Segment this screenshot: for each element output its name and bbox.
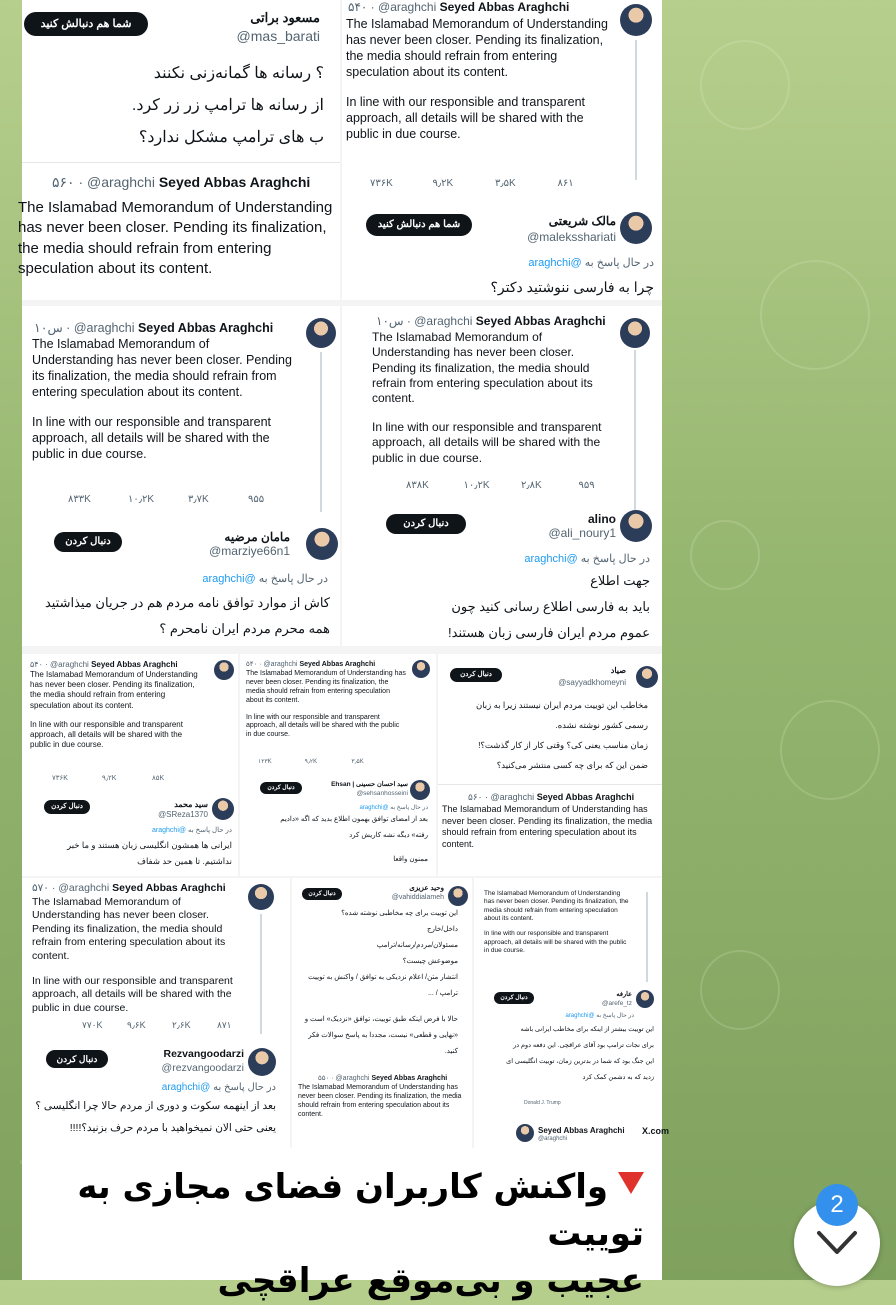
reply-author-handle: @SReza1370 (158, 810, 208, 819)
reply-line: این توییت بیشتر از اینکه برای مخاطب ایرانی باشه (520, 1026, 654, 1033)
views-icon: ۸۳۳K (68, 494, 91, 505)
trump-label: Donald J. Trump (524, 1100, 561, 1106)
red-triangle-icon (618, 1172, 644, 1194)
views-icon: ۷۳۶K (370, 178, 393, 189)
embed-author: Seyed Abbas Araghchi (538, 1126, 625, 1135)
reply-line: مسئولان/مردم/رسانه/ترامپ (376, 942, 458, 949)
follow-button[interactable]: دنبال کردن (450, 668, 502, 682)
reply-author-name: صیاد (610, 666, 626, 675)
reply-author-handle: @sehsanhosseini (356, 790, 408, 797)
reply-author-name: مالک شریعتی (548, 214, 616, 228)
reply-line: همه محرم مردم ایران نامحرم ؟ (159, 621, 330, 636)
avatar (248, 1048, 276, 1076)
replying-to: در حال پاسخ به @araghchi (202, 573, 328, 585)
reply-line: ایرانی ها همشون انگلیسی زبان هستند و ما خبر (67, 840, 232, 850)
reply-author-handle: @maleksshariati (527, 230, 616, 244)
unread-count-badge: 2 (816, 1184, 858, 1226)
follow-button[interactable]: دنبال کردن (494, 992, 534, 1004)
views-icon: ۷۳۶K (52, 775, 68, 782)
reply-line: حالا با فرض اینکه طبق توییت، توافق «نزدیک» است و (304, 1016, 458, 1023)
quoted-tweet-header: ۵۶۰ · @araghchi Seyed Abbas Araghchi (468, 792, 635, 802)
avatar (448, 886, 468, 906)
reply-icon: ۹۵۵ (248, 494, 265, 505)
follow-button[interactable]: دنبال کردن (46, 1050, 108, 1068)
tweet-stats (68, 494, 308, 505)
card-arefe (474, 878, 670, 1148)
heart-icon: ۱۰٫۲K (463, 480, 490, 491)
reply-author-handle: @marziye66n1 (209, 544, 290, 558)
reply-line: برای نجات ترامپ بود آقای عراقچی. این دفعه دوم در (513, 1042, 654, 1049)
reply-line: زمان مناسب یعنی کی؟ وقتی کار از کار گذشت؟! (478, 740, 648, 750)
heart-icon: ۹٫۲K (432, 178, 454, 189)
reply-author-name: وحید عزیزی (409, 885, 444, 892)
card-marziye (22, 306, 340, 646)
reply-line: «نهایی و قطعی» نیست، مجددا به پاسخ سوالات فکر (308, 1032, 458, 1039)
tweet-text: The Islamabad Memorandum of Understanding has never been closer. Pending its finalization, the media should refrain from entering speculation about its content. In line with our responsible and transparent approach, all details will be shared with the public in due course. (346, 17, 608, 141)
quoted-text: The Islamabad Memorandum of Understanding has never been closer. Pending its finalization, the media should refrain from entering speculation about its content. (442, 804, 653, 849)
quoted-tweet-header (52, 174, 310, 191)
tweet-header: ۱۰س · @araghchi Seyed Abbas Araghchi (376, 314, 606, 328)
reply-line: نداشتیم. تا همین حد شفاف (137, 856, 232, 866)
follow-button[interactable]: دنبال کردن (302, 888, 342, 900)
reply-line: مخاطب این توییت مردم ایران نیستند زیرا به زبان (475, 700, 648, 710)
avatar (306, 318, 336, 348)
follow-button[interactable]: دنبال کردن (386, 514, 466, 534)
reply-line: رفته» دیگه نشه کاریش کرد (349, 832, 428, 839)
reply-author-handle: @arefe_tz (601, 1000, 632, 1007)
quoted-text: The Islamabad Memorandum of Understanding has never been closer. Pending its finalization, the media should refrain from entering speculation about its content. (18, 199, 333, 277)
quoted-author: Seyed Abbas Araghchi (158, 174, 311, 190)
heart-icon: ۹٫۶K (127, 1020, 146, 1030)
follow-button[interactable]: شما هم دنبالش کنید (366, 214, 472, 236)
tweet-header: ۵۴۰ · @araghchi Seyed Abbas Araghchi (348, 0, 570, 14)
retweet-icon: ۸۵K (152, 775, 165, 782)
tweet-stats (406, 480, 636, 491)
card-rezvan (22, 878, 290, 1148)
retweet-icon: ۳٫۵K (351, 759, 364, 765)
tweet-text: The Islamabad Memorandum of Understanding has never been closer. Pending its finalization, the media should refrain from entering speculation about its content. In line with our responsible and transparent approach, all details will be shared with the public in due course. (484, 890, 629, 955)
reply-line: موضوعش چیست؟ (402, 958, 458, 965)
reply-line: رسمی کشور نوشته نشده. (555, 720, 648, 730)
reply-line: کنید. (444, 1048, 458, 1055)
reply-line: ضمن این که برای چه کسی منتشر می‌کنید؟ (496, 760, 648, 770)
reply-line: کاش از موارد توافق نامه مردم هم در جریان میذاشتید (44, 595, 330, 610)
follow-button[interactable]: شما هم دنبالش کنید (24, 12, 148, 36)
reply-icon: ۸۶۱ (557, 178, 574, 189)
replying-to: در حال پاسخ به @araghchi (152, 827, 232, 834)
follow-button[interactable]: دنبال کردن (260, 782, 302, 794)
retweet-icon: ۳٫۷K (188, 494, 209, 505)
reply-line: از رسانه ها ترامپ زر زر کرد. (131, 97, 324, 114)
card-sehsan (240, 654, 436, 876)
reply-icon: ۸۷۱ (217, 1020, 232, 1030)
views-icon: ۸۳۸K (406, 480, 429, 491)
avatar (248, 884, 274, 910)
reply-line: باید به فارسی اطلاع رسانی کنید چون (451, 599, 650, 614)
avatar (620, 510, 652, 542)
reply-author-handle: @mas_barati (236, 28, 320, 44)
reply-line: ممنون واقعا (393, 856, 428, 863)
card-vahid (292, 878, 472, 1148)
avatar (620, 212, 652, 244)
replying-to: در حال پاسخ به @araghchi (528, 257, 654, 269)
tweet-text: The Islamabad Memorandum of Understanding has never been closer. Pending its finalization, the media should refrain from entering speculation about its content. In line with our responsible and transparent approach, all details will be shared with the public in due course. (32, 337, 292, 461)
avatar (412, 660, 430, 678)
reply-author-name: مامان مرضیه (224, 530, 290, 544)
reply-author-name: alino (587, 512, 616, 526)
reply-line: ب های ترامپ مشکل ندارد؟ (138, 129, 324, 146)
tweet-stats (82, 1020, 262, 1031)
tweet-text: The Islamabad Memorandum of Understanding has never been closer. Pending its finalization, the media should refrain from entering speculation about its content. In line with our responsible and transparent approach, all details will be shared with the public in due course. (372, 330, 602, 465)
avatar (620, 4, 652, 36)
views-icon: ۱۲۳K (258, 759, 272, 765)
avatar (212, 798, 234, 820)
message-caption (22, 1150, 662, 1301)
quoted-tweet-header: ۵۵۰ · @araghchi Seyed Abbas Araghchi (318, 1075, 448, 1082)
tweet-stats (370, 178, 620, 189)
reply-author-handle: @vahiddialameh (391, 894, 444, 901)
card-malek-shariati (342, 0, 662, 300)
card-sayyad (438, 654, 662, 876)
reply-line: جهت اطلاع (590, 573, 650, 588)
avatar (214, 660, 234, 680)
reply-author-name: عارفه (616, 991, 632, 998)
x-brand: X.com (642, 1126, 670, 1136)
reply-line: انتشار متن/ اعلام نزدیکی به توافق / واکنش به توییت (308, 974, 458, 981)
reply-line: بعد از امضای توافق بهمون اطلاع بدید که اگه «داديم (280, 816, 428, 823)
tweet-header: ۵۴۰ · @araghchi Seyed Abbas Araghchi (246, 661, 376, 668)
retweet-icon: ۲٫۸K (521, 480, 542, 491)
replying-to: در حال پاسخ به @araghchi (359, 805, 428, 811)
heart-icon: ۹٫۲K (304, 759, 318, 765)
card-alino (342, 306, 662, 646)
follow-button[interactable]: دنبال کردن (44, 800, 90, 814)
heart-icon: ۱۰٫۲K (128, 494, 155, 505)
avatar (410, 780, 430, 800)
tweet-text: The Islamabad Memorandum of Understanding has never been closer. Pending its finalization, the media should refrain from entering speculation about its content. In line with our responsible and transparent approach, all details will be shared with the public in due course. (246, 670, 406, 739)
avatar (306, 528, 338, 560)
retweet-icon: ۲٫۶K (172, 1020, 191, 1030)
replying-to: در حال پاسخ به @araghchi (161, 1082, 276, 1093)
tweet-stats (258, 758, 398, 765)
reply-line: این جنگ بود که شما در بدترین زمان، توییت انگلیسی ای (506, 1058, 654, 1065)
reply-author-name: سید احسان حسینی | Ehsan (331, 781, 408, 788)
quoted-time: ۵۶۰ · (52, 174, 84, 190)
avatar (636, 666, 658, 688)
reply-line: این توییت برای چه مخاطبی نوشته شده؟ (341, 910, 458, 917)
reply-line: زدید که به دشمن کمک کرد (582, 1074, 654, 1081)
card-sreza (22, 654, 238, 876)
caption-line-1: واکنش کاربران فضای مجازی به توییت (77, 1167, 644, 1254)
reply-author-name: Rezvangoodarzi (163, 1048, 244, 1060)
reply-line: داخل/خارج (427, 926, 458, 933)
views-icon: ۷۷۰K (82, 1020, 103, 1030)
embed-handle: @araghchi (538, 1136, 568, 1142)
reply-line: ترامپ / ... (427, 990, 458, 997)
reply-line: عموم مردم ایران فارسی زبان هستند! (448, 625, 650, 640)
tweet-header: ۱۰س · @araghchi Seyed Abbas Araghchi (34, 321, 274, 335)
message-bubble (18, 0, 670, 1301)
quoted-text: The Islamabad Memorandum of Understanding has never been closer. Pending its finalization, the media should refrain from entering speculation about its content. (298, 1084, 462, 1118)
tweet-text: The Islamabad Memorandum of Understanding has never been closer. Pending its finalization, the media should refrain from entering speculation about its content. In line with our responsible and transparent approach, all details will be shared with the public in due course. (32, 896, 233, 1014)
avatar (636, 990, 654, 1008)
reply-line: ؟ رسانه ها گمانه‌زنی نکنند (153, 65, 324, 82)
reply-author-handle: @sayyadkhomeyni (558, 678, 626, 687)
reply-author-handle: @ali_noury1 (548, 526, 616, 540)
chevron-down-icon (816, 1230, 858, 1256)
reply-author-handle: @rezvangoodarzi (161, 1062, 244, 1074)
tweet-header: ۵۴۰ · @araghchi Seyed Abbas Araghchi (30, 660, 178, 669)
follow-button[interactable]: دنبال کردن (54, 532, 122, 552)
reply-author-name: سید محمد (174, 800, 208, 809)
replying-to: در حال پاسخ به @araghchi (565, 1013, 634, 1019)
retweet-icon: ۳٫۵K (495, 178, 516, 189)
tweet-header: ۵۷۰ · @araghchi Seyed Abbas Araghchi (32, 882, 226, 894)
replying-to: در حال پاسخ به @araghchi (524, 553, 650, 565)
caption-line-2: عجیب و بی‌موقع عراقچی (217, 1260, 644, 1301)
quoted-handle: @araghchi (87, 174, 155, 190)
screenshot-collage[interactable] (18, 0, 670, 1148)
tweet-text: The Islamabad Memorandum of Understanding has never been closer. Pending its finalization, the media should refrain from entering speculation about its content. In line with our responsible and transparent approach, all details will be shared with the public in due course. (30, 670, 198, 750)
tweet-stats (52, 774, 202, 782)
reply-author-name: مسعود براتی (250, 10, 320, 25)
reply-line: یعنی حتی الان نمیخواهید با مردم حرف بزنید؟!!!! (69, 1122, 276, 1134)
reply-icon: ۹۵۹ (578, 480, 595, 491)
avatar (516, 1124, 534, 1142)
reply-text: چرا به فارسی ننوشتید دکتر؟ (490, 279, 654, 295)
reply-line: بعد از اینهمه سکوت و دوری از مردم حالا چرا انگلیسی ؟ (35, 1100, 276, 1112)
card-mas-barati (18, 0, 340, 300)
avatar (620, 318, 650, 348)
heart-icon: ۹٫۲K (102, 775, 117, 782)
